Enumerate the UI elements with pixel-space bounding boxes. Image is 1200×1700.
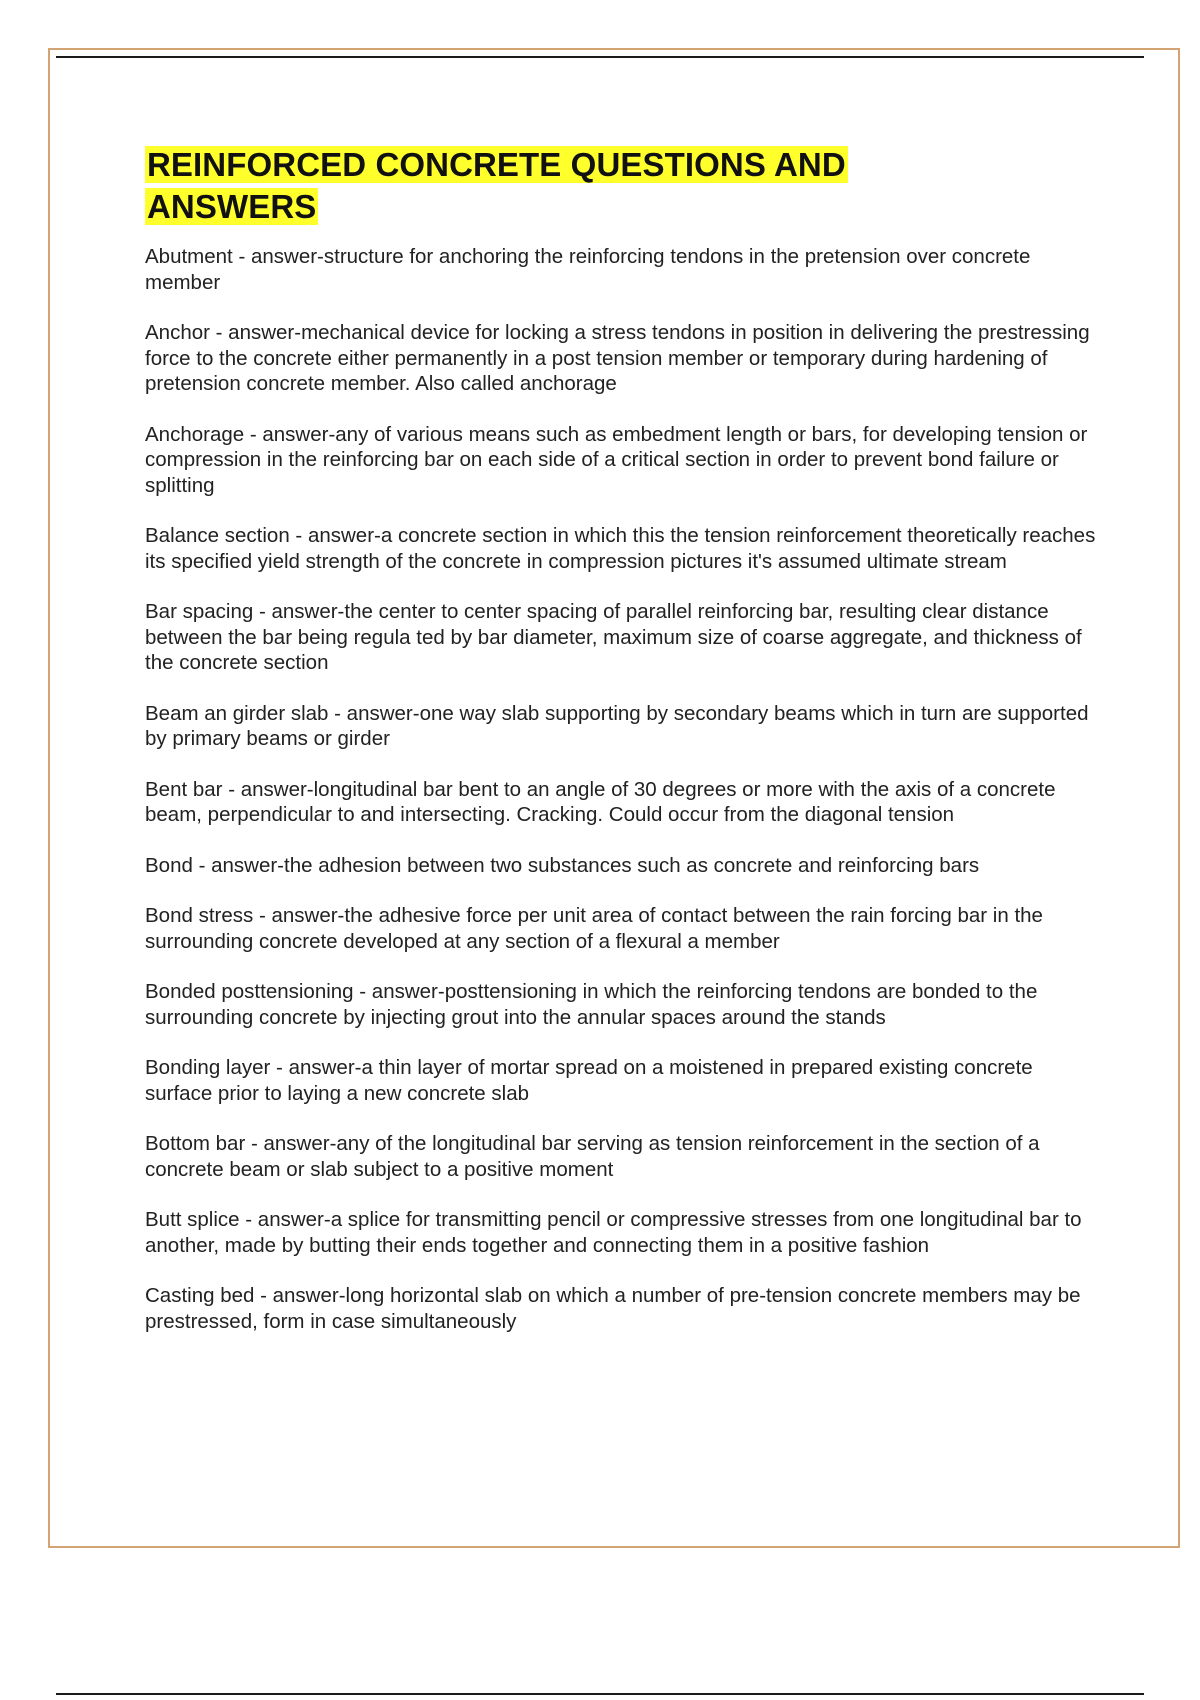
document-title-line-1: REINFORCED CONCRETE QUESTIONS AND xyxy=(147,146,846,183)
qa-entry-bar-spacing: Bar spacing - answer-the center to center spacing of parallel reinforcing bar, resulting clear distance between the bar being regula ted by bar diameter, maximum size of coarse aggregate, and thickness of the concrete section xyxy=(145,600,1082,674)
qa-entry-casting-bed: Casting bed - answer-long horizontal slab on which a number of pre-tension concrete members may be prestressed, form in case simultaneously xyxy=(145,1284,1081,1333)
qa-entry-bottom-bar: Bottom bar - answer-any of the longitudinal bar serving as tension reinforcement in the section of a concrete beam or slab subject to a positive moment xyxy=(145,1132,1040,1181)
qa-entry-abutment: Abutment - answer-structure for anchoring the reinforcing tendons in the pretension over concrete member xyxy=(145,245,1031,294)
qa-entry-bond-stress: Bond stress - answer-the adhesive force per unit area of contact between the rain forcing bar in the surrounding concrete developed at any section of a flexural a member xyxy=(145,904,1043,953)
qa-entry-bond: Bond - answer-the adhesion between two substances such as concrete and reinforcing bars xyxy=(145,853,980,877)
document-title xyxy=(145,144,1105,228)
qa-entry-anchor: Anchor - answer-mechanical device for locking a stress tendons in position in delivering the prestressing force to the concrete either permanently in a post tension member or temporary during hardening of pretension concrete member. Also called anchorage xyxy=(145,321,1090,395)
qa-entry-bent-bar: Bent bar - answer-longitudinal bar bent to an angle of 30 degrees or more with the axis of a concrete beam, perpendicular to and intersecting. Cracking. Could occur from the diagonal tension xyxy=(145,777,1056,826)
qa-entry-beam-girder-slab: Beam an girder slab - answer-one way slab supporting by secondary beams which in turn are supported by primary beams or girder xyxy=(145,701,1089,750)
qa-entry-balance-section: Balance section - answer-a concrete section in which this the tension reinforcement theoretically reaches its specified yield strength of the concrete in compression pictures it's assumed ultimate stream xyxy=(145,524,1096,573)
qa-entry-bonding-layer: Bonding layer - answer-a thin layer of mortar spread on a moistened in prepared existing concrete surface prior to laying a new concrete slab xyxy=(145,1056,1033,1105)
qa-entry-butt-splice: Butt splice - answer-a splice for transmitting pencil or compressive stresses from one longitudinal bar to another, made by butting their ends together and connecting them in a positive fashion xyxy=(145,1208,1082,1257)
document-title-line-2: ANSWERS xyxy=(147,188,317,225)
qa-entry-anchorage: Anchorage - answer-any of various means such as embedment length or bars, for developing tension or compression in the reinforcing bar on each side of a critical section in order to prevent bond failure or splitting xyxy=(145,422,1088,497)
bottom-rule xyxy=(56,1693,1144,1695)
document-content xyxy=(145,144,1105,1359)
top-rule xyxy=(56,56,1144,58)
qa-entry-bonded-posttensioning: Bonded posttensioning - answer-posttensioning in which the reinforcing tendons are bonded to the surrounding concrete by injecting grout into the annular spaces around the stands xyxy=(145,980,1038,1029)
